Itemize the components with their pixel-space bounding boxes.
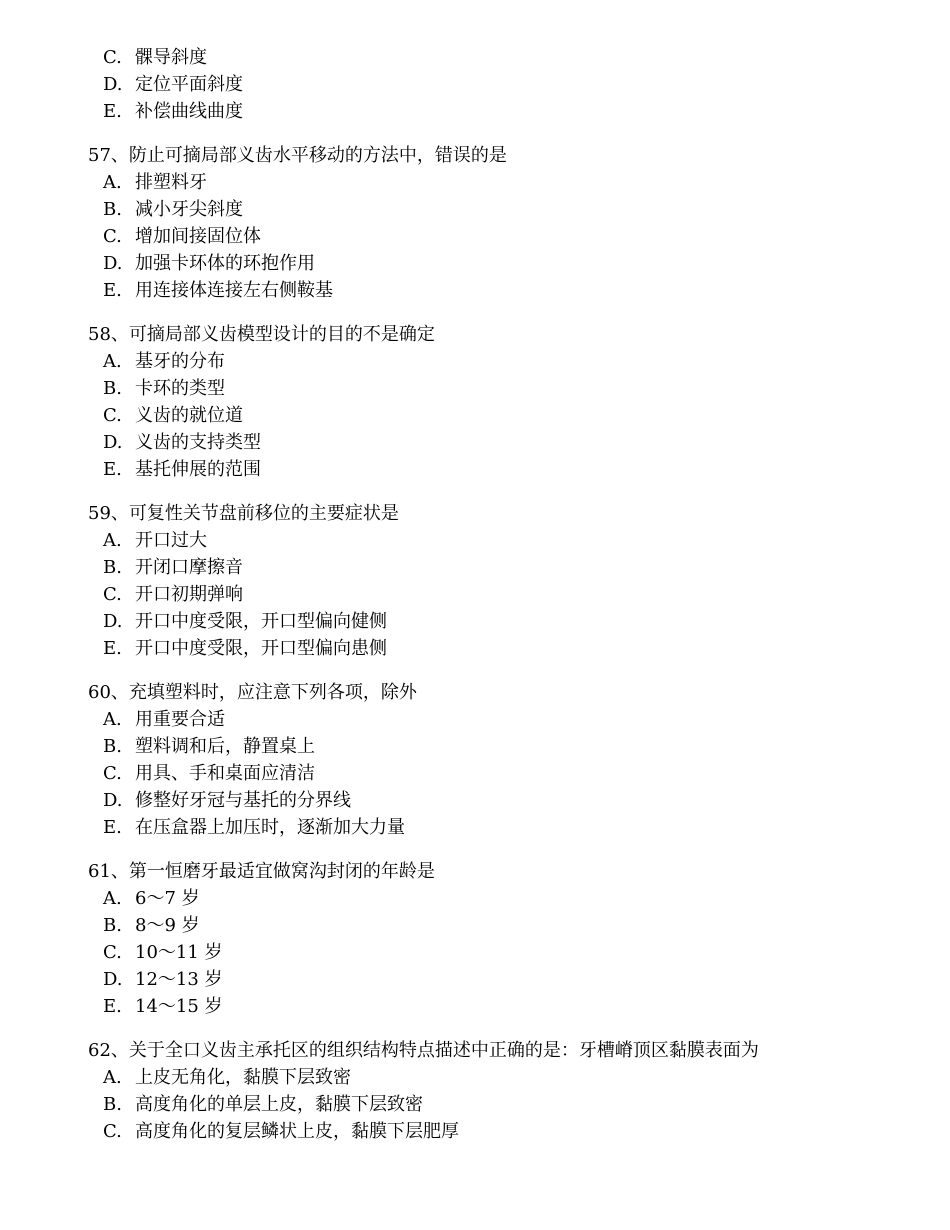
option-a (0, 348, 950, 375)
question-61 (0, 858, 950, 1020)
option-letter: A. (103, 1067, 122, 1088)
option-d (0, 429, 950, 456)
option-text: 基托伸展的范围 (135, 459, 261, 480)
question-57 (0, 142, 950, 304)
option-letter: D. (103, 432, 123, 453)
question-59 (0, 500, 950, 662)
question-text: 57、防止可摘局部义齿水平移动的方法中，错误的是 (88, 145, 507, 166)
option-letter: B. (103, 557, 122, 578)
option-text: 高度角化的单层上皮，黏膜下层致密 (135, 1094, 423, 1115)
option-text: 用连接体连接左右侧鞍基 (135, 280, 333, 301)
option-text: 排塑料牙 (135, 172, 207, 193)
option-letter: B. (103, 199, 122, 220)
option-b (0, 554, 950, 581)
option-a (0, 527, 950, 554)
option-text: 义齿的就位道 (135, 405, 243, 426)
option-b (0, 733, 950, 760)
option-d (0, 250, 950, 277)
option-letter: B. (103, 1094, 122, 1115)
option-letter: D. (103, 969, 123, 990)
option-e (0, 98, 950, 125)
option-letter: C. (103, 405, 122, 426)
question-text: 61、第一恒磨牙最适宜做窝沟封闭的年龄是 (88, 861, 435, 882)
option-letter: A. (103, 888, 122, 909)
option-text: 开口过大 (135, 530, 207, 551)
option-text: 基牙的分布 (135, 351, 225, 372)
option-text: 修整好牙冠与基托的分界线 (135, 790, 351, 811)
option-letter: C. (103, 942, 122, 963)
option-letter: D. (103, 74, 123, 95)
option-letter: C. (103, 226, 122, 247)
option-a (0, 1064, 950, 1091)
option-letter: C. (103, 47, 122, 68)
question-62 (0, 1037, 950, 1145)
option-d (0, 787, 950, 814)
option-letter: E. (103, 817, 122, 838)
question-text: 60、充填塑料时，应注意下列各项，除外 (88, 682, 417, 703)
option-text: 增加间接固位体 (135, 226, 261, 247)
option-text: 上皮无角化，黏膜下层致密 (135, 1067, 351, 1088)
option-letter: C. (103, 763, 122, 784)
option-letter: A. (103, 709, 122, 730)
option-letter: E. (103, 996, 122, 1017)
question-text: 59、可复性关节盘前移位的主要症状是 (88, 503, 399, 524)
option-letter: E. (103, 638, 122, 659)
option-b (0, 912, 950, 939)
option-d (0, 966, 950, 993)
option-letter: E. (103, 459, 122, 480)
option-text: 开口中度受限，开口型偏向健侧 (135, 611, 387, 632)
question-58 (0, 321, 950, 483)
option-b (0, 375, 950, 402)
option-e (0, 456, 950, 483)
option-letter: C. (103, 1121, 122, 1142)
option-letter: C. (103, 584, 122, 605)
option-e (0, 635, 950, 662)
option-c (0, 581, 950, 608)
option-text: 髁导斜度 (135, 47, 207, 68)
option-letter: E. (103, 101, 122, 122)
option-text: 10～11 岁 (135, 942, 223, 963)
option-e (0, 277, 950, 304)
option-a (0, 169, 950, 196)
option-text: 开口中度受限，开口型偏向患侧 (135, 638, 387, 659)
option-text: 减小牙尖斜度 (135, 199, 243, 220)
question-60 (0, 679, 950, 841)
option-c (0, 939, 950, 966)
option-text: 高度角化的复层鳞状上皮，黏膜下层肥厚 (135, 1121, 459, 1142)
option-e (0, 993, 950, 1020)
option-letter: B. (103, 378, 122, 399)
option-letter: B. (103, 736, 122, 757)
option-c (0, 223, 950, 250)
option-text: 12～13 岁 (135, 969, 223, 990)
option-text: 补偿曲线曲度 (135, 101, 243, 122)
option-c (0, 760, 950, 787)
option-letter: D. (103, 790, 123, 811)
question-text: 58、可摘局部义齿模型设计的目的不是确定 (88, 324, 435, 345)
option-text: 14～15 岁 (135, 996, 223, 1017)
option-c (0, 44, 950, 71)
option-text: 义齿的支持类型 (135, 432, 261, 453)
option-c (0, 402, 950, 429)
option-text: 用重要合适 (135, 709, 225, 730)
option-text: 开闭口摩擦音 (135, 557, 243, 578)
option-b (0, 196, 950, 223)
option-letter: A. (103, 530, 122, 551)
option-letter: A. (103, 172, 122, 193)
option-text: 6～7 岁 (135, 888, 200, 909)
option-letter: D. (103, 253, 123, 274)
option-c (0, 1118, 950, 1145)
option-text: 卡环的类型 (135, 378, 225, 399)
question-56-continuation (0, 44, 950, 125)
option-text: 定位平面斜度 (135, 74, 243, 95)
option-text: 加强卡环体的环抱作用 (135, 253, 315, 274)
option-b (0, 1091, 950, 1118)
option-text: 8～9 岁 (135, 915, 200, 936)
option-text: 开口初期弹响 (135, 584, 243, 605)
option-text: 塑料调和后，静置桌上 (135, 736, 315, 757)
option-letter: D. (103, 611, 123, 632)
option-a (0, 706, 950, 733)
question-text: 62、关于全口义齿主承托区的组织结构特点描述中正确的是：牙槽嵴顶区黏膜表面为 (88, 1040, 759, 1061)
option-letter: E. (103, 280, 122, 301)
option-text: 在压盒器上加压时，逐渐加大力量 (135, 817, 405, 838)
option-letter: B. (103, 915, 122, 936)
option-a (0, 885, 950, 912)
option-letter: A. (103, 351, 122, 372)
option-e (0, 814, 950, 841)
option-text: 用具、手和桌面应清洁 (135, 763, 315, 784)
option-d (0, 608, 950, 635)
option-d (0, 71, 950, 98)
